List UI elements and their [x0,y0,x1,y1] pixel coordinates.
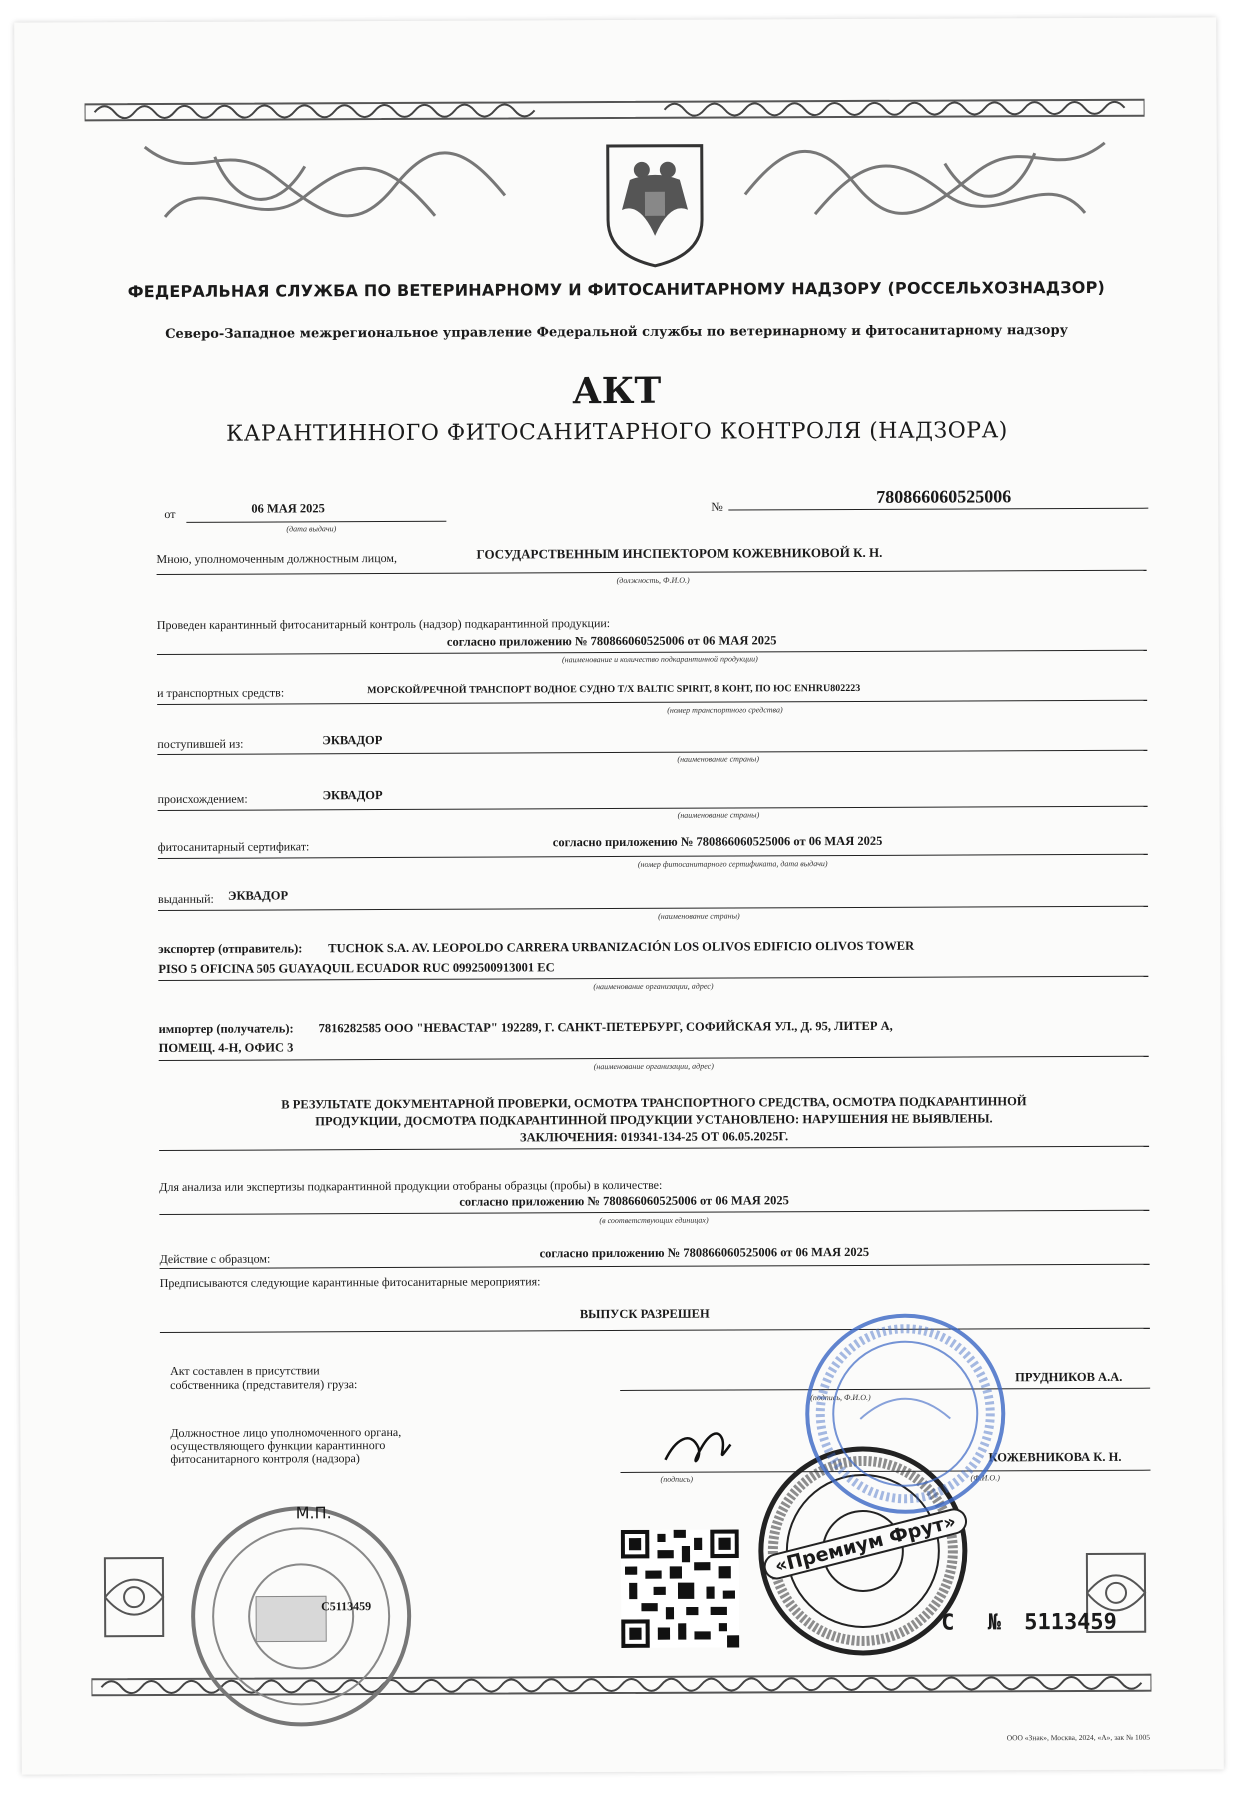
document-subtitle: КАРАНТИННОГО ФИТОСАНИТАРНОГО КОНТРОЛЯ (НАДЗОРА) [226,418,1008,447]
importer-line1: 7816282585 ООО "НЕВАСТАР" 192289, Г. САНКТ-ПЕТЕРБУРГ, СОФИЙСКАЯ УЛ., Д. 95, ЛИТЕР А, [318,1018,893,1036]
department-heading: Северо-Западное межрегиональное управление Федеральной службы по ветеринарному и фитосанитарному надзору [165,323,1068,342]
date-hint: (дата выдачи) [286,524,337,534]
issued-hint: (наименование страны) [658,911,740,921]
certificate-label: фитосанитарный сертификат: [157,839,310,855]
officer-name: КОЖЕВНИКОВА К. Н. [988,1449,1122,1465]
presence-hint: (подпись, Ф.И.О.) [810,1392,871,1403]
control-label: Проведен карантинный фитосанитарный контроль (надзор) подкарантинной продукции: [156,616,611,633]
control-value: согласно приложению № 780866060525006 от 06 МАЯ 2025 [446,633,777,649]
qr-code[interactable] [621,1529,740,1648]
owner-representative-name: ПРУДНИКОВ А.А. [1015,1369,1123,1385]
company-stamp-name: «Премиум Фрут» [761,1506,970,1583]
form-serial-number [941,1610,1117,1636]
seal-left-code: C5113459 [321,1599,372,1614]
act-date: 06 МАЯ 2025 [251,501,325,516]
ornament-flourish-right [735,123,1116,255]
date-label: от [164,506,176,521]
action-value: согласно приложению № 780866060525006 от 06 МАЯ 2025 [539,1244,870,1261]
result-line-1: В РЕЗУЛЬТАТЕ ДОКУМЕНТАРНОЙ ПРОВЕРКИ, ОСМОТРА ТРАНСПОРТНОГО СРЕДСТВА, ОСМОТРА ПОДКАРАНТИННОЙ [281,1094,1027,1112]
serial-prefix: С [941,1610,955,1636]
origin-label: происхождением: [157,791,248,807]
seal-mp-label: М.П. [295,1503,332,1523]
presence-label: Акт составлен в присутствии собственника (представителя) груза: [170,1363,358,1392]
document-title: АКТ [572,369,662,413]
signature-hint: (подпись) [660,1474,694,1484]
coat-of-arms-icon [600,140,711,270]
ornament-corner-left [99,1552,169,1642]
ornament-flourish-left [135,125,516,257]
result-line-3: ЗАКЛЮЧЕНИЯ: 019341-134-25 ОТ 06.05.2025Г. [519,1129,789,1145]
certificate-hint: (номер фитосанитарного сертификата, дата выдачи) [637,859,828,869]
official-hint: (должность, Ф.И.О.) [616,575,690,586]
exporter-hint: (наименование организации, адрес) [593,981,714,992]
transport-value: МОРСКОЙ/РЕЧНОЙ ТРАНСПОРТ ВОДНОЕ СУДНО Т/Х BALTIC SPIRIT, 8 КОНТ, ПО ЮС ENHRU802223 [367,682,861,697]
document-page [14,17,1224,1774]
printer-imprint: ООО «Знак», Москва, 2024, «А», зак № 1005 [1006,1732,1150,1743]
action-label: Действие с образцом: [159,1251,271,1267]
origin-value: ЭКВАДОР [322,788,383,803]
officer-label: Должностное лицо уполномоченного органа, осуществляющего функции карантинного фитосанитарного контроля (надзора) [170,1424,402,1466]
samples-hint: (в соответствующих единицах) [599,1215,709,1226]
samples-label: Для анализа или экспертизы подкарантинной продукции отобраны образцы (пробы) в количестве: [159,1177,663,1195]
exporter-label: экспортер (отправитель): [158,941,303,957]
certificate-value: согласно приложению № 780866060525006 от 06 МАЯ 2025 [552,833,883,850]
exporter-line1: TUCHOK S.A. AV. LEOPOLDO CARRERA URBANIZACIÓN LOS OLIVOS EDIFICIO OLIVOS TOWER [328,938,915,956]
official-seal-left [186,1501,417,1732]
samples-value: согласно приложению № 780866060525006 от 06 МАЯ 2025 [459,1193,789,1209]
name-hint: (Ф.И.О.) [970,1473,1000,1483]
serial-number-sign: № [987,1610,1001,1636]
measures-value: ВЫПУСК РАЗРЕШЕН [579,1306,710,1322]
exporter-line2: PISO 5 OFICINA 505 GUAYAQUIL ECUADOR RUC 0992500913001 EC [158,960,555,977]
official-value: ГОСУДАРСТВЕННЫМ ИНСПЕКТОРОМ КОЖЕВНИКОВОЙ К. Н. [476,544,883,562]
control-hint: (наименование и количество подкарантинной продукции) [561,654,758,665]
from-label: поступившей из: [157,736,244,752]
origin-hint: (наименование страны) [677,810,760,820]
measures-label: Предписываются следующие карантинные фитосанитарные мероприятия: [159,1274,541,1291]
handwritten-signature [660,1419,740,1479]
serial-number: 5113459 [1024,1609,1117,1636]
act-number: 780866060525006 [876,486,1012,507]
result-line-2: ПРОДУКЦИИ, ДОСМОТРА ПОДКАРАНТИННОЙ ПРОДУКЦИИ УСТАНОВЛЕНО: НАРУШЕНИЯ НЕ ВЫЯВЛЕНЫ. [315,1111,993,1129]
issued-value: ЭКВАДОР [227,888,289,903]
inspection-result [159,1093,1149,1148]
official-label: Мною, уполномоченным должностным лицом, [156,550,398,567]
from-value: ЭКВАДОР [322,733,383,748]
issued-label: выданный: [157,891,214,907]
service-heading: ФЕДЕРАЛЬНАЯ СЛУЖБА ПО ВЕТЕРИНАРНОМУ И ФИТОСАНИТАРНОМУ НАДЗОРУ (РОССЕЛЬХОЗНАДЗОР) [127,277,1106,302]
importer-label: импортер (получатель): [158,1021,294,1037]
transport-label: и транспортных средств: [157,685,285,701]
transport-hint: (номер транспортного средства) [667,705,783,715]
importer-hint: (наименование организации, адрес) [593,1061,714,1072]
blue-responsibility-stamp [800,1308,1011,1519]
importer-line2: ПОМЕЩ. 4-Н, ОФИС 3 [158,1040,294,1056]
number-label: № [711,499,723,514]
from-hint: (наименование страны) [677,754,760,764]
